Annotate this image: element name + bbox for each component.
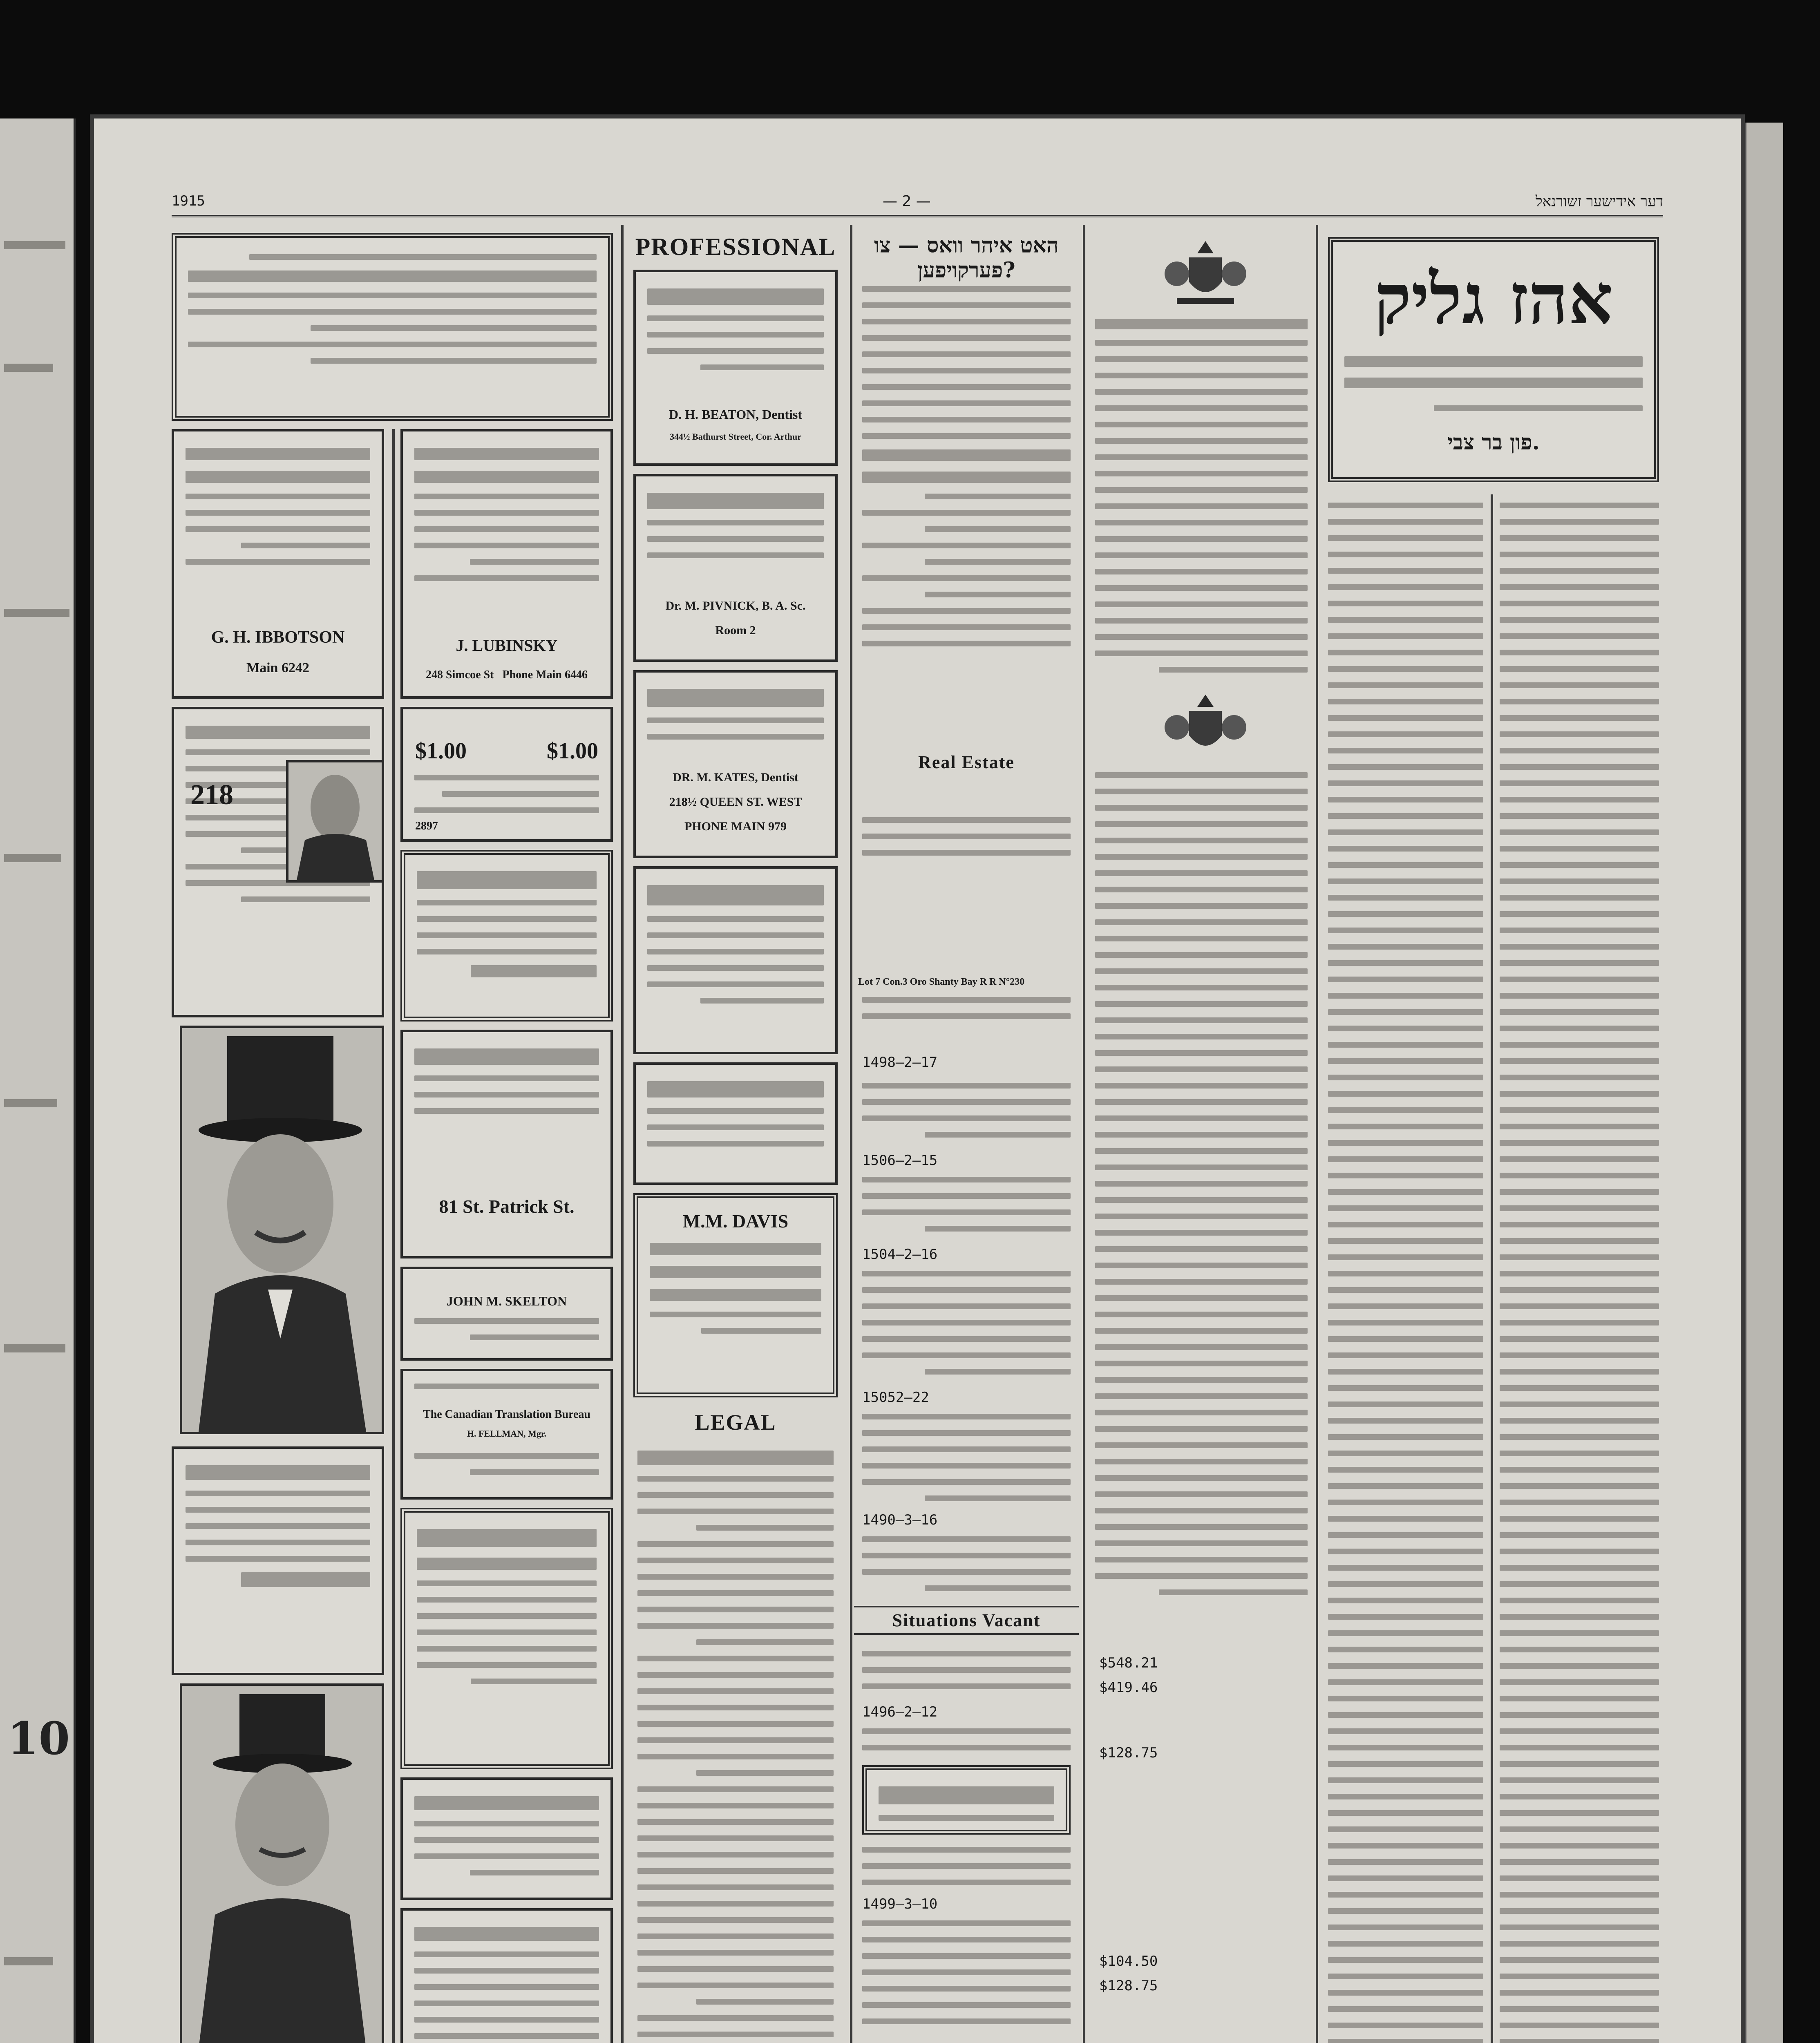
feature-column-right bbox=[1328, 503, 1483, 2043]
legal-column-text bbox=[637, 1451, 834, 2043]
lubinsky-address: 248 Simcoe St bbox=[426, 668, 494, 681]
war-prize-ad bbox=[400, 1777, 613, 1900]
portrait-reverend bbox=[180, 1683, 384, 2043]
crest-column-text-2 bbox=[1095, 772, 1308, 1606]
classified-text-1 bbox=[862, 286, 1071, 657]
year-number: 2897 bbox=[415, 820, 438, 832]
livery-ad bbox=[400, 1030, 613, 1258]
column-rule bbox=[850, 225, 852, 2043]
cantor-ad bbox=[172, 1446, 384, 1675]
account-figure: $419.46 bbox=[1099, 1679, 1158, 1696]
price-1: $1.00 bbox=[415, 738, 467, 764]
feature-credit: פון בר צבי. bbox=[1447, 430, 1540, 455]
beaton-address: 344½ Bathurst Street, Cor. Arthur bbox=[669, 431, 802, 442]
price-ad bbox=[400, 707, 613, 842]
pivnick-ad bbox=[633, 474, 838, 662]
professional-heading: PROFESSIONAL bbox=[635, 233, 836, 260]
crest-column-text-1 bbox=[1095, 319, 1308, 683]
neighbor-big-number: 10 bbox=[7, 1712, 70, 1765]
account-figure: $104.50 bbox=[1099, 1953, 1158, 1969]
column-rule bbox=[1491, 494, 1493, 2043]
pivnick-room: Room 2 bbox=[715, 624, 756, 637]
column-rule bbox=[621, 225, 624, 2043]
lubinsky-ad bbox=[400, 429, 613, 699]
page-edge bbox=[1745, 123, 1783, 2043]
wanted-headline: האט איהר וואס — צו פערקויפען? bbox=[874, 233, 1059, 283]
lot-line: Lot 7 Con.3 Oro Shanty Bay R R N°230 bbox=[858, 977, 1025, 987]
account-figure: $548.21 bbox=[1099, 1655, 1158, 1671]
top-left-ad bbox=[172, 233, 613, 421]
st-patrick-address: 81 St. Patrick St. bbox=[439, 1196, 575, 1217]
ad-number: 1496—2—12 bbox=[862, 1704, 938, 1720]
feature-title-box bbox=[1328, 237, 1659, 482]
running-head bbox=[172, 192, 1663, 217]
ibbotson-name: G. H. IBBOTSON bbox=[211, 628, 345, 647]
ad-number: 1499—3—10 bbox=[862, 1896, 938, 1912]
kates-address: 218½ QUEEN ST. WEST bbox=[669, 795, 802, 809]
translation-bureau-ad bbox=[400, 1369, 613, 1500]
ad-number: 1490—3—16 bbox=[862, 1512, 938, 1528]
running-head-date: 1915 bbox=[172, 193, 205, 209]
feature-title: אהז גליק bbox=[1374, 258, 1613, 340]
portrait-small bbox=[286, 760, 384, 883]
page-number: — 2 — bbox=[883, 193, 931, 210]
dentist-ad-2 bbox=[633, 866, 838, 1054]
ad-number: 1504—2—16 bbox=[862, 1246, 938, 1263]
price-2: $1.00 bbox=[547, 738, 598, 764]
situations-vacant-heading: Situations Vacant bbox=[854, 1606, 1079, 1635]
insurance-ad bbox=[862, 1765, 1071, 1835]
column-rule bbox=[392, 429, 395, 2043]
beaton-name: D. H. BEATON, Dentist bbox=[669, 407, 802, 422]
account-figure: $128.75 bbox=[1099, 1978, 1158, 1994]
ad-number: 1506—2—15 bbox=[862, 1152, 938, 1169]
ibbotson-phone: Main 6242 bbox=[246, 660, 309, 675]
legal-heading: LEGAL bbox=[695, 1410, 776, 1435]
dentist-ad-3 bbox=[633, 1062, 838, 1185]
diana-sweets-ad bbox=[400, 850, 613, 1022]
column-rule bbox=[1316, 225, 1318, 2043]
wedding-ad bbox=[400, 1508, 613, 1769]
neighbor-page-strip bbox=[0, 118, 76, 2043]
ad-number: 1498—2—17 bbox=[862, 1054, 938, 1071]
pivnick-name: Dr. M. PIVNICK, B. A. Sc. bbox=[665, 599, 806, 612]
ibbotson-ad bbox=[172, 429, 384, 699]
real-estate-heading: Real Estate bbox=[918, 752, 1015, 772]
phone-218: 218 bbox=[190, 779, 233, 811]
davis-name: M.M. DAVIS bbox=[682, 1211, 789, 1232]
lubinsky-name: J. LUBINSKY bbox=[456, 636, 558, 655]
skelton-name: JOHN M. SKELTON bbox=[446, 1294, 567, 1308]
portrait-top-hat-man bbox=[180, 1026, 384, 1434]
beaton-ad bbox=[633, 270, 838, 466]
account-figure: $128.75 bbox=[1099, 1745, 1158, 1761]
kates-name: DR. M. KATES, Dentist bbox=[673, 771, 798, 784]
royal-crest-icon bbox=[1165, 237, 1246, 312]
translation-bureau-manager: H. FELLMAN, Mgr. bbox=[467, 1428, 547, 1439]
newspaper-title: דער אידישער זשורנאל bbox=[1535, 193, 1663, 210]
royal-crest-icon bbox=[1165, 691, 1246, 762]
kates-ad bbox=[633, 670, 838, 858]
column-rule bbox=[1083, 225, 1085, 2043]
davis-ad bbox=[633, 1193, 838, 1397]
lubinsky-phone: Phone Main 6446 bbox=[502, 668, 588, 681]
ad-number: 15052—22 bbox=[862, 1389, 929, 1406]
real-estate-text bbox=[862, 817, 1071, 866]
kosher-ad bbox=[400, 1908, 613, 2043]
translation-bureau-name: The Canadian Translation Bureau bbox=[423, 1408, 590, 1421]
skelton-ad bbox=[400, 1267, 613, 1361]
kates-phone: PHONE MAIN 979 bbox=[684, 820, 787, 833]
feature-column-left bbox=[1500, 503, 1659, 2043]
